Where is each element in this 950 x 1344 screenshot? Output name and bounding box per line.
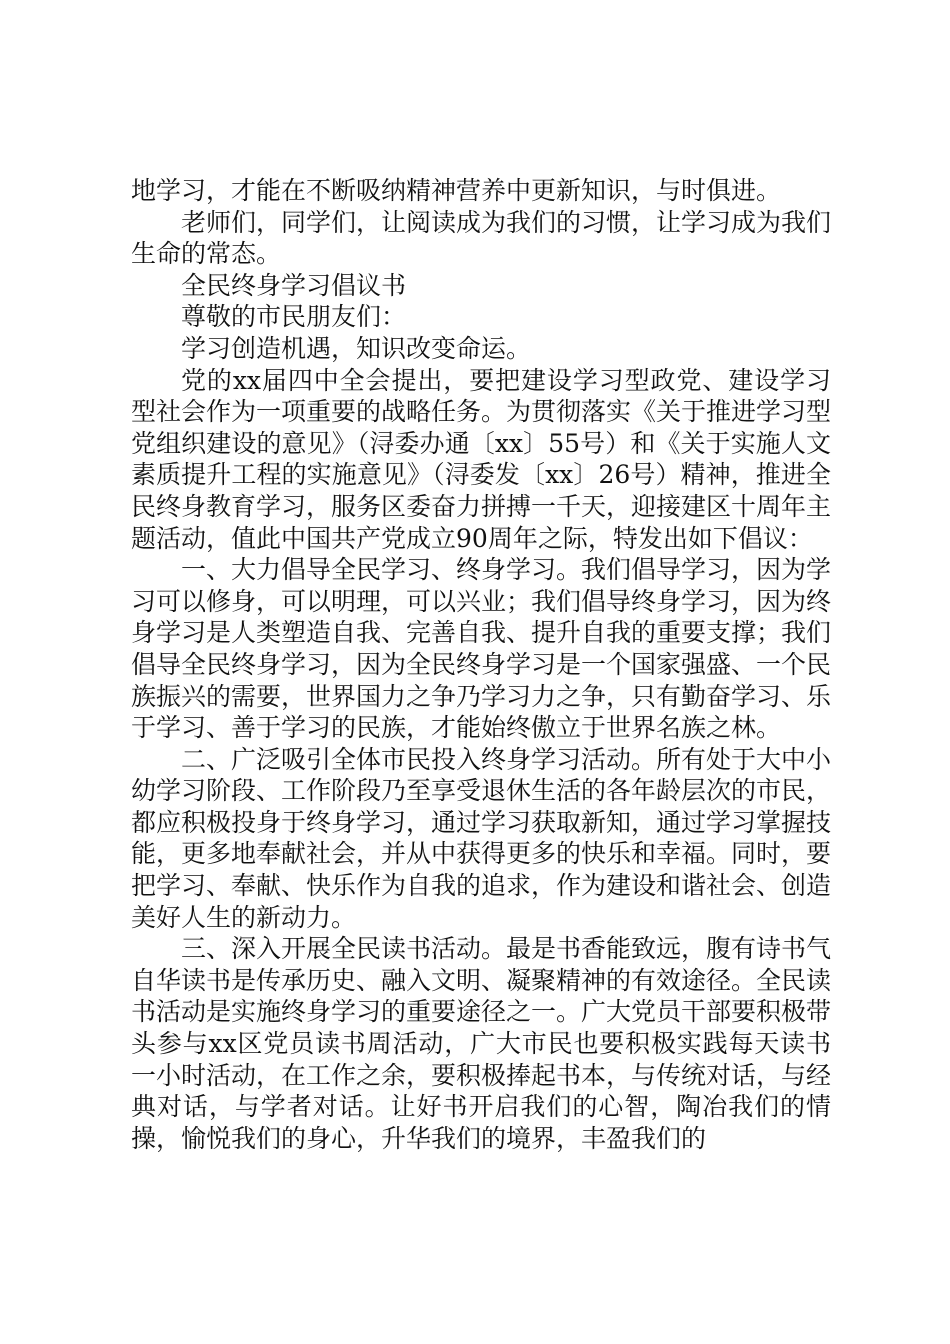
document-body xyxy=(131,175,831,1154)
salutation: 尊敬的市民朋友们： xyxy=(181,302,407,332)
paragraph-point-two: 二、广泛吸引全体市民投入终身学习活动。所有处于大中小幼学习阶段、工作阶段乃至享受退休生活的各年龄层次的市民，都应积极投身于终身学习，通过学习获取新知，通过学习掌握技能，更多地奉献社会，并从中获得更多的快乐和幸福。同时，要把学习、奉献、快乐作为自我的追求，作为建设和谐社会、创造美好人生的新动力。 xyxy=(131,744,832,932)
paragraph-point-three: 三、深入开展全民读书活动。最是书香能致远，腹有诗书气自华读书是传承历史、融入文明、凝聚精神的有效途径。全民读书活动是实施终身学习的重要途径之一。广大党员干部要积极带头参与xx区党员读书周活动，广大市民也要积极实践每天读书一小时活动，在工作之余，要积极捧起书本，与传统对话，与经典对话，与学者对话。让好书开启我们的心智，陶冶我们的情操，愉悦我们的身心，升华我们的境界，丰盈我们的 xyxy=(131,934,832,1153)
motto-line: 学习创造机遇，知识改变命运。 xyxy=(181,333,532,363)
paragraph-introduction: 党的xx届四中全会提出，要把建设学习型政党、建设学习型社会作为一项重要的战略任务。为贯彻落实《关于推进学习型党组织建设的意见》（浔委办通〔xx〕55号）和《关于实施人文素质提升工程的实施意见》（浔委发〔xx〕26号）精神，推进全民终身教育学习，服务区委奋力拼搏一千天，迎接建区十周年主题活动，值此中国共产党成立90周年之际，特发出如下倡议： xyxy=(131,365,832,553)
paragraph-closing-appeal: 老师们，同学们，让阅读成为我们的习惯，让学习成为我们生命的常态。 xyxy=(131,207,832,269)
paragraph-continuation: 地学习，才能在不断吸纳精神营养中更新知识，与时俱进。 xyxy=(131,176,782,205)
section-title: 全民终身学习倡议书 xyxy=(181,270,407,300)
paragraph-point-one: 一、大力倡导全民学习、终身学习。我们倡导学习，因为学习可以修身，可以明理，可以兴业；我们倡导终身学习，因为终身学习是人类塑造自我、完善自我、提升自我的重要支撑；我们倡导全民终身学习，因为全民终身学习是一个国家强盛、一个民族振兴的需要，世界国力之争乃学习力之争，只有勤奋学习、乐于学习、善于学习的民族，才能始终傲立于世界名族之林。 xyxy=(131,555,832,743)
